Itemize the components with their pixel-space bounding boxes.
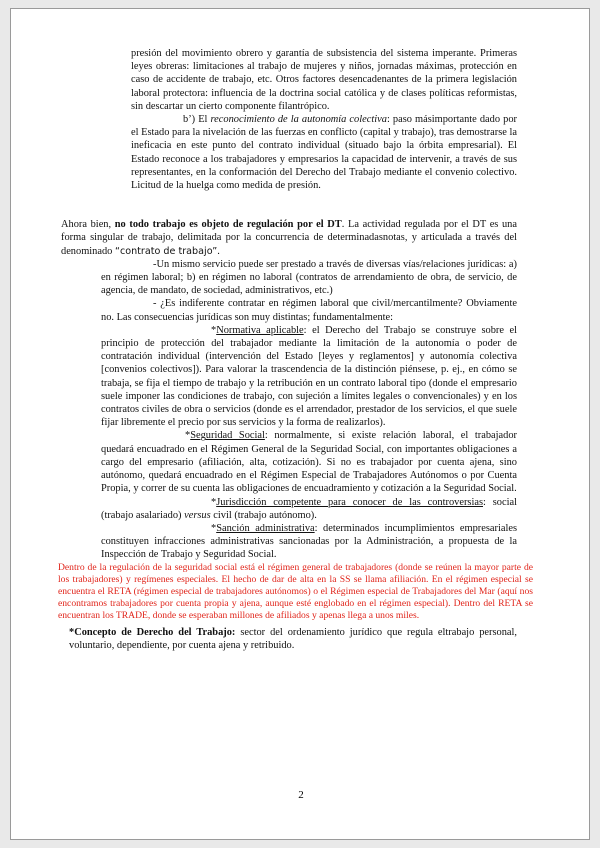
page-content [58,47,533,652]
indiferente-paragraph: - ¿Es indiferente contratar en régimen laboral que civil/mercantilmente? Obviamente no. Las consecuencias jurídicas son muy distintas; fundamentalmente: [101,298,517,323]
page-number: 2 [298,789,304,801]
red-annotation: Dentro de la regulación de la seguridad social está el régimen general de trabajadores (donde se reúnen la mayor parte de los trabajadores) y regímenes especiales. El hecho de dar de alta en la SS se llama afiliación. En el régimen especial se encuentra el RETA (régimen especial de trabajadores autónomos) o el Régimen especial de Trabajadores del Mar (aquí nos encontramos trabajadores por cuenta propia y ajena, aunque esté englobado en el régimen especial). Dentro del RETA se encuentran los TRADE, donde se esperaban millones de afiliados y apenas llega a unos miles. [58,561,533,621]
seguridad-paragraph: *Seguridad Social: normalmente, si existe relación laboral, el trabajador quedará encuadrado en el Régimen General de la Seguridad Social, con importantes obligaciones a cargo del empresario (afiliación, alta, cotización). Si no es trabajador por cuenta ajena, sino autónomo, quedará encuadrado en el Régimen Especial de Trabajadores Autónomos o por Cuenta Propia, y correr de su cuenta las obligaciones de encuadramiento y cotización a la Seguridad Social. [101,430,517,495]
normativa-paragraph: *Normativa aplicable: el Derecho del Trabajo se construye sobre el principio de protección del trabajador mediante la limitación de la autonomía o poder de contratación individual (intervención del Estado [leyes y reglamentos] y autonomía colectiva [convenios colectivos]). Para valorar la trascendencia de la distinción piénsese, p. ej., en cómo se trabaja, se fija el tiempo de trabajo y la retribución en un contrato laboral tipo (donde el empresario suele imponer las condiciones de trabajo, con sujeción a límites legales o convencionales) y en los contratos civiles de obra o servicios (donde es el arrendador, prestador de los servicios, el que suele fijar libremente el precio por sus servicios y la forma de realizarlos). [101,324,517,429]
concept-paragraph: *Concepto de Derecho del Trabajo: sector del ordenamiento jurídico que regula eltrabajo personal, voluntario, dependiente, por cuenta ajena y retribuido. [69,626,518,651]
spacer [61,192,517,218]
intro-paragraph: Ahora bien, no todo trabajo es objeto de regulación por el DT. La actividad regulada por el DT es una forma singular de trabajo, delimitada por la concurrencia de determinadasnotas, y articulada a través del denominado “contrato de trabajo”. [61,219,517,257]
collective-autonomy-paragraph: b’) El reconocimiento de la autonomía colectiva: paso másimportante dado por el Estado para la nivelación de las fuerzas en conflicto (capital y trabajo), tras demostrarse la ineficacia en este punto del contrato individual (situado bajo la órbita empresarial). El Estado reconoce a los trabajadores y empresarios la capacidad de intervenir, a través de sus representantes, en la conformación del Derecho del Trabajo mediante el convenio colectivo. Licitud de la huelga como medida de presión. [131,114,517,192]
document-page [10,8,590,840]
servicio-paragraph: -Un mismo servicio puede ser prestado a través de diversas vías/relaciones jurídicas: a) en régimen laboral; b) en régimen no laboral (contratos de arrendamiento de obra, de servicio, de agencia, de mandato, de sociedad, administrativos, etc.) [101,258,517,297]
jurisdiccion-paragraph: *Jurisdicción competente para conocer de las controversias: social (trabajo asalariado) versus civil (trabajo autónomo). [101,496,517,521]
continuation-paragraph: presión del movimiento obrero y garantía de subsistencia del sistema imperante. Primeras leyes obreras: limitaciones al trabajo de mujeres y niños, jornadas máximas, protección en caso de accidente de trabajo, etc. Otros factores desencadenantes de la primera legislación laboral protectora: influencia de la doctrina social católica y de clases políticas reformistas, sin descartar un cierto componente filantrópico. [131,48,517,112]
sancion-paragraph: *Sanción administrativa: determinados incumplimientos empresariales constituyen infracciones administrativas sancionadas por la Administración, a propuesta de la Inspección de Trabajo y Seguridad Social. [101,522,517,561]
